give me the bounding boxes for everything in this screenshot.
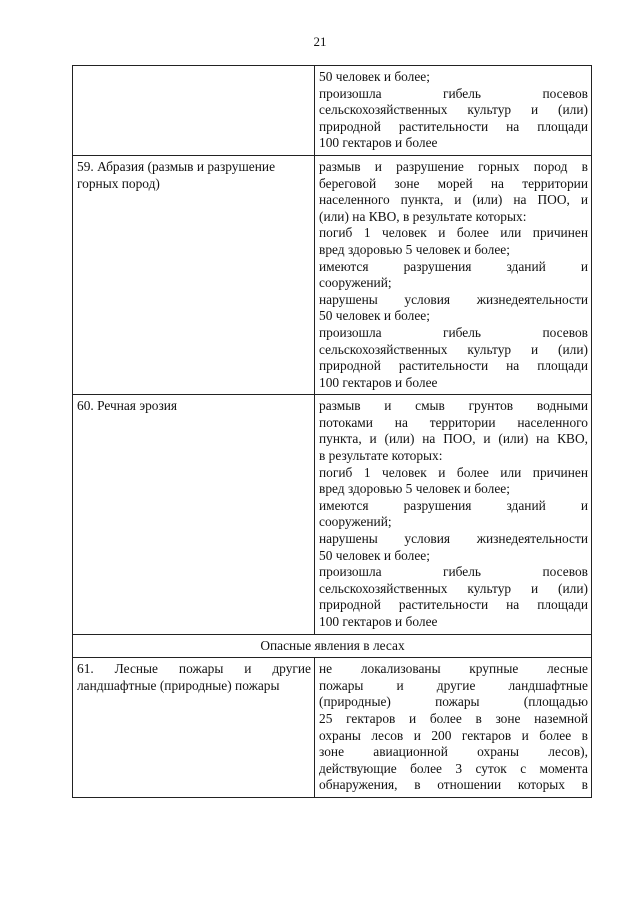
text-line: погиб 1 человек и более или причинен — [319, 225, 588, 241]
hazard-name: 59. Абразия (размыв и разрушение горных пород) — [77, 158, 276, 191]
criteria-cell — [315, 66, 592, 156]
section-heading-row — [73, 634, 592, 658]
text-line: зоне авиационной охраны лесов), — [319, 744, 588, 760]
text-line: произошла гибель посевов — [319, 85, 588, 101]
text-line: действующие более 3 суток с момента — [319, 760, 588, 776]
text-line: сельскохозяйственных культур и (или) — [319, 102, 588, 118]
text-line: (или) на КВО, в результате которых: — [319, 208, 527, 224]
text-line: населенного пункта, и (или) на ПОО, и — [319, 192, 588, 208]
hazard-name-cell — [73, 395, 315, 634]
text-line: сельскохозяйственных культур и (или) — [319, 580, 588, 596]
section-heading: Опасные явления в лесах — [260, 637, 405, 653]
text-line: потоками на территории населенного — [319, 414, 588, 430]
text-line: природной растительности на площади — [319, 358, 588, 374]
text-line: размыв и разрушение горных пород в — [319, 158, 588, 174]
text-line: сельскохозяйственных культур и (или) — [319, 341, 588, 357]
text-line: пункта, и (или) на ПОО, и (или) на КВО, — [319, 431, 588, 447]
criteria-cell — [315, 395, 592, 634]
text-line: 50 человек и более; — [319, 308, 430, 324]
text-line: 61. Лесные пожары и другие — [77, 661, 311, 677]
hazard-name-cell — [73, 66, 315, 156]
text-line: произошла гибель посевов — [319, 324, 588, 340]
text-line: 100 гектаров и более — [319, 374, 438, 390]
text-line: сооружений; — [319, 275, 392, 291]
text-line: природной растительности на площади — [319, 597, 588, 613]
text-line: 100 гектаров и более — [319, 614, 438, 629]
hazard-name-cell — [73, 155, 315, 394]
text-line: (природные) пожары (площадью — [319, 694, 588, 710]
text-line: природной растительности на площади — [319, 118, 588, 134]
text-line: 50 человек и более; — [319, 69, 430, 84]
text-line: 50 человек и более; — [319, 547, 430, 563]
text-line: имеются разрушения зданий и — [319, 258, 588, 274]
text-line: обнаружения, в отношении которых в — [319, 777, 588, 793]
section-heading-cell — [73, 634, 592, 658]
hazard-name: 60. Речная эрозия — [77, 398, 178, 414]
text-line: сооружений; — [319, 514, 392, 530]
text-line: не локализованы крупные лесные — [319, 661, 588, 677]
text-line: в результате которых: — [319, 448, 443, 464]
text-line: пожары и другие ландшафтные — [319, 677, 588, 693]
text-line: вред здоровью 5 человек и более; — [319, 241, 510, 257]
text-line: 25 гектаров и более в зоне наземной — [319, 710, 588, 726]
criteria-cell — [315, 155, 592, 394]
text-line: нарушены условия жизнедеятельности — [319, 291, 588, 307]
criteria-cell — [315, 658, 592, 798]
text-line: береговой зоне морей на территории — [319, 175, 588, 191]
text-line: 100 гектаров и более — [319, 135, 438, 151]
text-line: ландшафтные (природные) пожары — [77, 677, 280, 693]
page-number: 21 — [313, 34, 327, 49]
text-line: охраны лесов и 200 гектаров и более в — [319, 727, 588, 743]
table-row — [73, 66, 592, 156]
text-line: нарушены условия жизнедеятельности — [319, 531, 588, 547]
text-line: вред здоровью 5 человек и более; — [319, 481, 510, 497]
text-line: произошла гибель посевов — [319, 564, 588, 580]
text-line: имеются разрушения зданий и — [319, 497, 588, 513]
table-row — [73, 155, 592, 394]
text-line: погиб 1 человек и более или причинен — [319, 464, 588, 480]
table-row — [73, 658, 592, 798]
text-line: размыв и смыв грунтов водными — [319, 398, 588, 414]
hazard-criteria-table — [72, 65, 592, 798]
hazard-name-cell — [73, 658, 315, 798]
table-row — [73, 395, 592, 634]
